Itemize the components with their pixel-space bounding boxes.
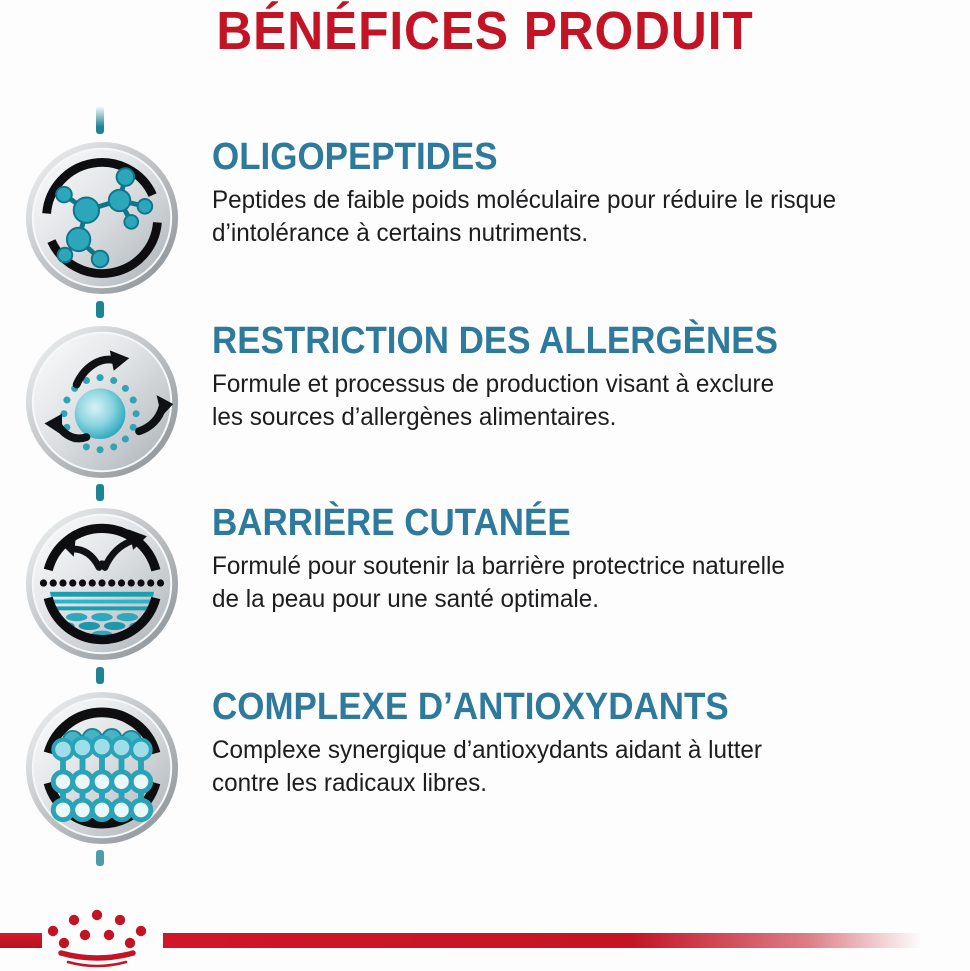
benefit-body: [212, 184, 940, 250]
benefit-body-line: d’intolérance à certains nutriments.: [212, 219, 589, 247]
benefit-row-restriction-allergenes: [212, 320, 958, 362]
benefit-row-oligopeptides: [212, 136, 958, 178]
antioxidant-mesh-icon: [24, 690, 180, 846]
page-title: [0, 0, 970, 62]
connector-dash: [96, 301, 104, 318]
benefit-body-line: Peptides de faible poids moléculaire pour réduire le risque: [212, 186, 837, 214]
benefit-row-complexe-antioxydants: [212, 686, 958, 728]
benefit-body-line: de la peau pour une santé optimale.: [212, 585, 599, 613]
benefit-body: [212, 368, 940, 434]
connector-dash: [96, 106, 104, 134]
benefit-heading: OLIGOPEPTIDES: [212, 136, 498, 178]
benefit-heading: RESTRICTION DES ALLERGÈNES: [212, 320, 778, 362]
benefit-row-barriere-cutanee: [212, 502, 958, 544]
connector-dash: [96, 667, 104, 684]
benefit-body-line: Complexe synergique d’antioxydants aidant à lutter: [212, 736, 763, 764]
royal-canin-crown-logo: [47, 906, 147, 970]
page-title-text: BÉNÉFICES PRODUIT: [216, 1, 754, 61]
benefit-body-line: les sources d’allergènes alimentaires.: [212, 403, 617, 431]
skin-barrier-icon: [24, 506, 180, 662]
benefit-body: [212, 734, 940, 800]
benefit-body-line: Formulé pour soutenir la barrière protectrice naturelle: [212, 552, 785, 580]
connector-dash: [96, 484, 104, 501]
footer-red-band-left: [0, 933, 42, 948]
benefit-body: [212, 550, 940, 616]
benefit-heading: BARRIÈRE CUTANÉE: [212, 502, 571, 544]
molecule-network-icon: [24, 140, 180, 296]
benefit-heading: COMPLEXE D’ANTIOXYDANTS: [212, 686, 729, 728]
connector-dash: [96, 850, 104, 866]
benefit-body-line: contre les radicaux libres.: [212, 769, 487, 797]
footer-red-band-right: [163, 933, 970, 948]
benefit-body-line: Formule et processus de production visant à exclure: [212, 370, 775, 398]
allergen-dispersal-icon: [24, 324, 180, 480]
